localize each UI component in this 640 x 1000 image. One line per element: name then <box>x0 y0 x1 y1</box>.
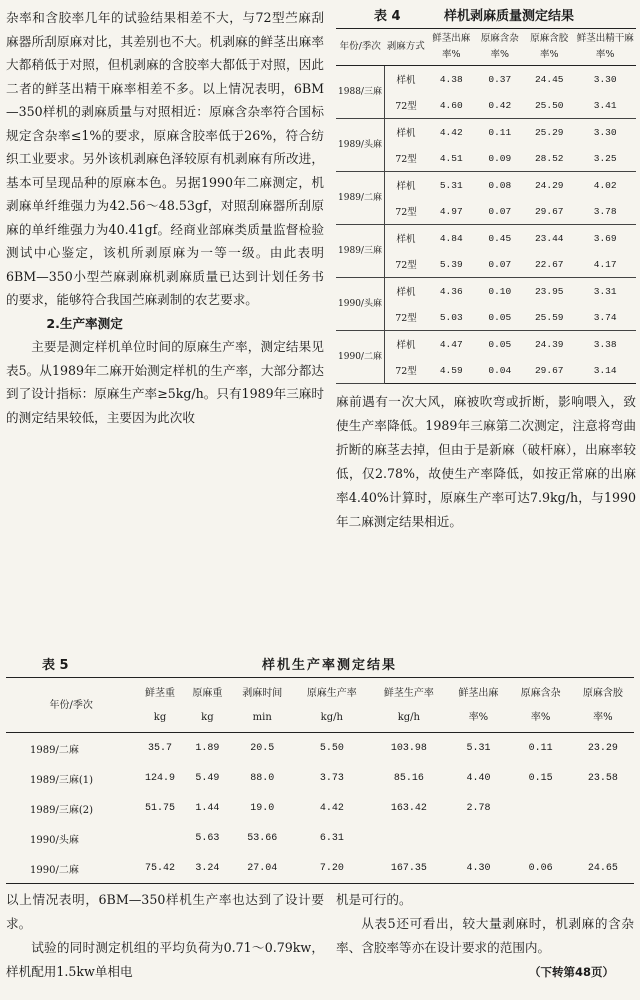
table5-cell: 2.78 <box>466 802 491 814</box>
table4-cell: 0.05 <box>476 304 525 331</box>
table5-header <box>510 678 572 733</box>
table5-cell <box>572 793 634 823</box>
continued-note: （下转第48页） <box>528 965 614 979</box>
table4-row <box>336 172 636 199</box>
table4-cell: 0.45 <box>488 232 512 244</box>
table4-method: 样机 <box>396 287 416 298</box>
table5-cell: 20.5 <box>250 742 275 754</box>
table4-cell: 4.38 <box>439 73 463 85</box>
table4-year: 1989/二麻 <box>336 172 385 225</box>
table4-cell: 22.67 <box>524 251 574 278</box>
table4-year: 1988/三麻 <box>336 66 385 119</box>
table5-year: 1989/二麻 <box>30 744 79 756</box>
table4-year: 1989/三麻 <box>336 225 385 278</box>
table5-cell: 19.0 <box>250 802 275 814</box>
table5-header-label: 鲜茎生产率 <box>383 688 434 699</box>
table4-cell: 3.69 <box>593 232 617 244</box>
table5-row <box>6 823 634 853</box>
table4-cell: 0.04 <box>476 357 525 384</box>
table4-cell: 5.31 <box>439 179 463 191</box>
table4 <box>336 29 636 384</box>
bottom-right-paragraph: 从表5还可看出，较大量剥麻时，机剥麻的含杂率、含胶率等亦在设计要求的范围内。 <box>336 916 634 955</box>
table4-cell: 28.52 <box>524 145 574 172</box>
table4-row <box>336 278 636 305</box>
table4-header: 原麻含胶率% <box>524 29 574 66</box>
table5-cell: 124.9 <box>145 772 176 784</box>
table5-header <box>447 678 509 733</box>
table4-cell: 4.60 <box>427 92 476 119</box>
table5-header-label: 鲜茎重 <box>145 688 176 699</box>
table5-header-label: 原麻重 <box>192 688 223 699</box>
table4-cell: 0.37 <box>488 73 512 85</box>
table4-cell: 3.30 <box>593 73 617 85</box>
table5-caption <box>6 655 634 677</box>
table4-cell: 23.95 <box>534 285 564 297</box>
table4-header: 鲜茎出精干麻率% <box>574 29 636 66</box>
section-paragraph: 主要是测定样机单位时间的原麻生产率，测定结果见表5。从1989年二麻开始测定样机的生产率，大部分都达到了设计指标：原麻生产率≥5kg/h。只有1989年三麻时的测定结果较低，主要因为此次收 <box>6 339 324 425</box>
table5-row <box>6 733 634 764</box>
table4-year: 1990/二麻 <box>336 331 385 384</box>
table5-cell: 23.58 <box>587 772 618 784</box>
table5-header-label: 剥麻时间 <box>242 688 283 699</box>
table4-cell: 0.05 <box>488 338 512 350</box>
table5-cell: 4.40 <box>466 772 491 784</box>
left-column <box>6 6 324 429</box>
table5-cell: 53.66 <box>247 832 278 844</box>
table5-header <box>184 678 231 733</box>
table5-header-label: 鲜茎出麻 <box>458 688 499 699</box>
table5-cell: 3.73 <box>319 772 344 784</box>
table4-number: 表 4 <box>374 9 401 24</box>
table5-cell <box>370 823 447 853</box>
table5-header-unit: kg <box>153 712 167 723</box>
table5-cell: 5.49 <box>195 772 220 784</box>
table4-method: 72型 <box>385 145 428 172</box>
table4-cell: 4.36 <box>439 285 463 297</box>
table4-cell: 0.09 <box>476 145 525 172</box>
table5-header <box>293 678 370 733</box>
left-paragraph-1: 杂率和含胶率几年的试验结果相差不大，与72型苎麻刮麻器所刮原麻对比，其差别也不大。机剥麻的鲜茎出麻率大都稍低于对照，但机剥麻的含胶率大都低于对照，因此二者的鲜茎出精干麻率相差不多。以上情况表明，6BM—350样机的剥麻质量与对照相近：原麻含杂率符合国标规定含杂率≤1%的要求，原麻含胶率低于26%，符合纺织工业要求。另外该机剥麻色泽较原有机剥麻有所改进，基本可呈现品种的原麻本色。另据1990年二麻测定，机剥麻单纤维强力为42.56～48.53gf，对照刮麻器所刮原麻的单纤维强力为40.41gf。经商业部麻类质量监督检验测试中心鉴定，该机所剥原麻为一等一级。由此表明6BM—350小型苎麻剥麻机剥麻质量已达到计划任务书的要求，能够符合我国苎麻剥制的农艺要求。 <box>6 10 324 307</box>
table4-method: 样机 <box>396 234 416 245</box>
table5-header-unit: kg/h <box>397 712 420 723</box>
table5-cell: 3.24 <box>195 862 220 874</box>
table5-row <box>6 853 634 884</box>
table5-cell: 51.75 <box>145 802 176 814</box>
table5-header-label: 原麻含胶 <box>582 688 623 699</box>
table5-cell: 5.31 <box>466 742 491 754</box>
table4-cell: 25.59 <box>524 304 574 331</box>
table4-cell: 4.02 <box>593 179 617 191</box>
table4-cell: 24.45 <box>534 73 564 85</box>
table4-header: 鲜茎出麻率% <box>427 29 476 66</box>
table4-cell: 5.03 <box>427 304 476 331</box>
table4-header: 年份/季次 <box>336 29 385 66</box>
table5-title: 样机生产率测定结果 <box>262 658 398 673</box>
table5-header-unit: 率% <box>593 712 613 723</box>
table4-cell: 29.67 <box>524 357 574 384</box>
table5-cell: 163.42 <box>390 802 427 814</box>
right-paragraph: 麻前遇有一次大风，麻被吹弯或折断，影响喂入，致使生产率降低。1989年三麻第二次测定，注意将弯曲折断的麻茎去掉，但由于是新麻（破杆麻），出麻率较低，仅2.78%，故使生产率降低，如按正常麻的出麻率4.40%计算时，原麻生产率可达7.9kg/h，与1990年二麻测定结果相近。 <box>336 394 636 529</box>
table5-cell: 5.50 <box>319 742 344 754</box>
table4-cell: 0.07 <box>476 251 525 278</box>
table5-header <box>136 678 183 733</box>
table4-year: 1990/头麻 <box>336 278 385 331</box>
table4-cell: 3.30 <box>593 126 617 138</box>
table5-cell <box>572 823 634 853</box>
right-column <box>336 6 636 534</box>
table5-cell: 4.30 <box>466 862 491 874</box>
bottom-right-paragraph: 机是可行的。 <box>336 892 412 907</box>
table4-header: 剥麻方式 <box>385 29 428 66</box>
table4-cell: 3.78 <box>574 198 636 225</box>
table4-method: 72型 <box>385 92 428 119</box>
table5-year: 1990/二麻 <box>30 864 79 876</box>
table4-cell: 3.14 <box>574 357 636 384</box>
table4-cell: 4.42 <box>439 126 463 138</box>
table4-row <box>336 119 636 146</box>
table4-cell: 0.10 <box>488 285 512 297</box>
table5-cell: 7.20 <box>319 862 344 874</box>
table5-section <box>6 655 634 884</box>
table5-cell <box>447 823 509 853</box>
table4-method: 72型 <box>385 357 428 384</box>
table4-cell: 3.31 <box>593 285 617 297</box>
table4-row <box>336 66 636 93</box>
table4-row <box>336 331 636 358</box>
table4-cell: 25.50 <box>524 92 574 119</box>
table5-cell: 4.42 <box>319 802 344 814</box>
table4-year: 1989/头麻 <box>336 119 385 172</box>
table5-row <box>6 763 634 793</box>
table4-cell: 4.51 <box>427 145 476 172</box>
table4-cell: 5.39 <box>427 251 476 278</box>
table5-cell: 1.44 <box>195 802 220 814</box>
table4-method: 72型 <box>385 304 428 331</box>
table5-cell <box>510 823 572 853</box>
table4-cell: 0.07 <box>476 198 525 225</box>
table4-cell: 23.44 <box>534 232 564 244</box>
table5-row <box>6 793 634 823</box>
table4-cell: 29.67 <box>524 198 574 225</box>
table4-cell: 3.41 <box>574 92 636 119</box>
table5-cell: 23.29 <box>587 742 618 754</box>
table5-year: 1990/头麻 <box>30 834 79 846</box>
table4-cell: 3.74 <box>574 304 636 331</box>
table4-method: 样机 <box>396 181 416 192</box>
table4-cell: 4.59 <box>427 357 476 384</box>
bottom-left-paragraph: 以上情况表明，6BM—350样机生产率也达到了设计要求。 <box>6 892 324 931</box>
table5-header-unit: 率% <box>468 712 489 723</box>
table5-header <box>231 678 293 733</box>
table5 <box>6 677 634 884</box>
table5-header <box>6 678 136 733</box>
table5-cell: 85.16 <box>393 772 424 784</box>
table4-cell: 4.47 <box>439 338 463 350</box>
table4-title: 样机剥麻质量测定结果 <box>444 9 575 24</box>
table4-cell: 4.97 <box>427 198 476 225</box>
table4-cell: 3.25 <box>574 145 636 172</box>
table4-header: 原麻含杂率% <box>476 29 525 66</box>
table4-cell: 24.29 <box>534 179 564 191</box>
table5-cell: 88.0 <box>250 772 275 784</box>
table4-cell: 25.29 <box>534 126 564 138</box>
table5-header-unit: kg/h <box>320 712 343 723</box>
table5-cell: 0.11 <box>528 742 553 754</box>
table4-cell: 0.11 <box>488 126 512 138</box>
table5-cell: 27.04 <box>247 862 278 874</box>
table4-method: 样机 <box>396 340 416 351</box>
table4-cell: 4.17 <box>574 251 636 278</box>
table5-year: 1989/三麻(2) <box>30 804 93 816</box>
bottom-left-text <box>6 888 324 984</box>
table4-cell: 3.38 <box>593 338 617 350</box>
table5-cell: 24.65 <box>587 862 618 874</box>
table5-cell: 1.89 <box>195 742 220 754</box>
table5-header-label: 年份/季次 <box>49 700 93 711</box>
table5-header <box>572 678 634 733</box>
table5-header-unit: 率% <box>530 712 551 723</box>
table5-cell: 6.31 <box>319 832 344 844</box>
table5-cell: 0.15 <box>528 772 553 784</box>
table4-cell: 4.84 <box>439 232 463 244</box>
table5-header-unit: min <box>252 712 272 723</box>
table5-cell: 35.7 <box>148 742 173 754</box>
table5-number: 表 5 <box>42 658 69 673</box>
table5-cell: 5.63 <box>195 832 220 844</box>
table5-cell <box>510 793 572 823</box>
table5-cell: 103.98 <box>390 742 427 754</box>
table5-header-label: 原麻含杂 <box>520 688 561 699</box>
table4-method: 72型 <box>385 251 428 278</box>
table5-cell: 75.42 <box>145 862 176 874</box>
table4-cell: 0.42 <box>476 92 525 119</box>
table4-row <box>336 225 636 252</box>
table5-header-unit: kg <box>201 712 214 723</box>
table5-header-label: 原麻生产率 <box>306 688 357 699</box>
table4-cell: 0.08 <box>488 179 512 191</box>
table5-cell <box>136 823 183 853</box>
table4-caption <box>336 6 636 29</box>
table5-cell: 0.06 <box>528 862 553 874</box>
table4-cell: 24.39 <box>534 338 564 350</box>
table4-method: 72型 <box>385 198 428 225</box>
table5-year: 1989/三麻(1) <box>30 774 93 786</box>
section-title: 2.生产率测定 <box>46 315 123 331</box>
right-text <box>336 390 636 534</box>
table5-header <box>370 678 447 733</box>
table4-method: 样机 <box>396 128 416 139</box>
table4-method: 样机 <box>396 75 416 86</box>
bottom-left-paragraph: 试验的同时测定机组的平均负荷为0.71～0.79kw，样机配用1.5kw单相电 <box>6 940 324 979</box>
bottom-right-text <box>336 888 634 984</box>
table5-cell: 167.35 <box>390 862 427 874</box>
